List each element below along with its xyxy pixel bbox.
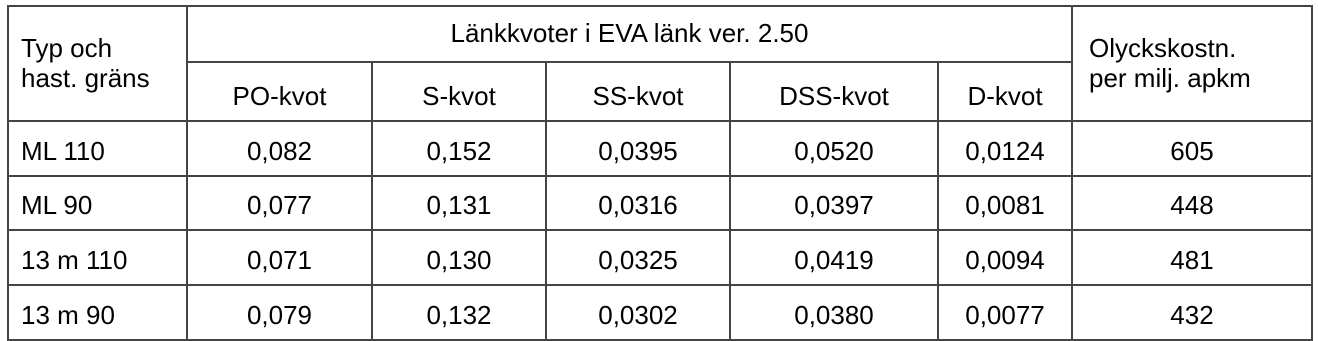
table-row [8,121,1312,176]
header-d-kvot: D-kvot [938,62,1072,121]
header-s-kvot: S-kvot [372,62,546,121]
header-row-top [8,6,1312,62]
cell-dss-kvot: 0,0380 [730,285,938,340]
cell-s-kvot: 0,132 [372,285,546,340]
header-type-speed-line1: Typ och [21,32,113,63]
cell-accident-cost: 432 [1072,285,1312,340]
header-po-kvot: PO-kvot [187,62,372,121]
table-row [8,285,1312,340]
header-ss-kvot: SS-kvot [546,62,730,121]
cell-accident-cost: 605 [1072,121,1312,176]
cell-d-kvot: 0,0077 [938,285,1072,340]
table-row [8,230,1312,285]
cell-s-kvot: 0,152 [372,121,546,176]
header-type-speed-line2: hast. gräns [21,62,150,93]
cell-s-kvot: 0,131 [372,176,546,230]
header-accident-cost [1072,6,1312,121]
cell-po-kvot: 0,082 [187,121,372,176]
cell-po-kvot: 0,077 [187,176,372,230]
cell-accident-cost: 448 [1072,176,1312,230]
cell-ss-kvot: 0,0316 [546,176,730,230]
cell-s-kvot: 0,130 [372,230,546,285]
cell-d-kvot: 0,0124 [938,121,1072,176]
cell-ss-kvot: 0,0325 [546,230,730,285]
cell-d-kvot: 0,0081 [938,176,1072,230]
header-type-speed [8,6,187,121]
row-label: ML 90 [8,176,187,230]
cell-po-kvot: 0,071 [187,230,372,285]
row-label: 13 m 90 [8,285,187,340]
cell-dss-kvot: 0,0520 [730,121,938,176]
cell-dss-kvot: 0,0419 [730,230,938,285]
cell-accident-cost: 481 [1072,230,1312,285]
row-label: 13 m 110 [8,230,187,285]
data-table [7,5,1313,341]
header-link-ratios: Länkkvoter i EVA länk ver. 2.50 [187,6,1072,62]
cell-dss-kvot: 0,0397 [730,176,938,230]
cell-ss-kvot: 0,0302 [546,285,730,340]
cell-d-kvot: 0,0094 [938,230,1072,285]
header-accident-cost-line2: per milj. apkm [1089,62,1251,93]
row-label: ML 110 [8,121,187,176]
cell-po-kvot: 0,079 [187,285,372,340]
table-row [8,176,1312,230]
header-accident-cost-line1: Olyckskostn. [1089,32,1237,63]
cell-ss-kvot: 0,0395 [546,121,730,176]
header-dss-kvot: DSS-kvot [730,62,938,121]
